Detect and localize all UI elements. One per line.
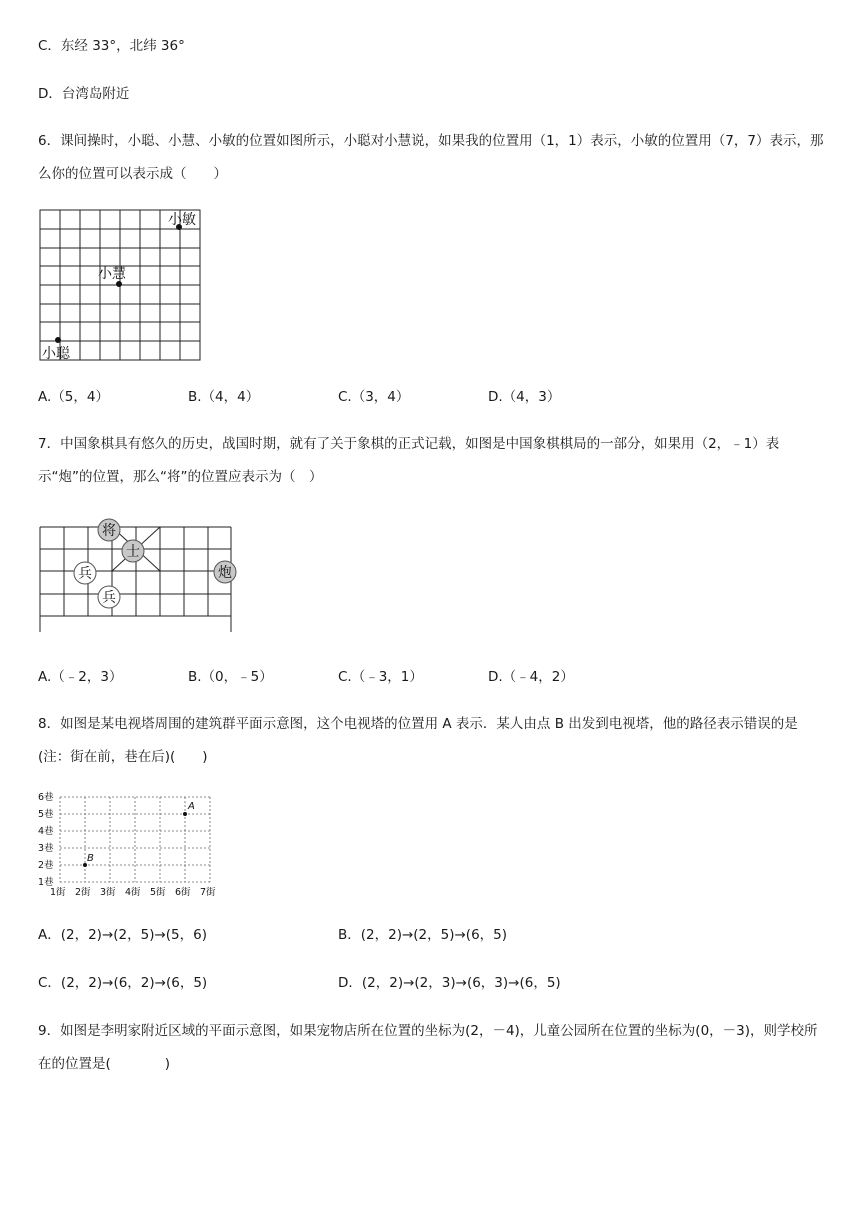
lane-label-3: 3巷 <box>38 843 54 854</box>
q8-option-c: C．(2，2)→(6，2)→(6，5) <box>38 975 208 991</box>
point-a-tv-tower <box>183 812 187 816</box>
lane-label-5: 5巷 <box>38 809 54 820</box>
piece-jiang <box>98 519 120 541</box>
label-point-a: A <box>188 801 195 812</box>
label-xiaocong: 小聪 <box>42 346 70 362</box>
q8-option-a: A．(2，2)→(2，5)→(5，6) <box>38 927 207 943</box>
q6-option-d: D.（4，3） <box>488 389 561 405</box>
q7-option-a: A.（﹣2，3） <box>38 669 123 685</box>
q6-grid-figure <box>38 208 204 364</box>
q6-option-c: C.（3，4） <box>338 389 410 405</box>
piece-bing-bottom <box>98 586 120 608</box>
street-label-2: 2街 <box>75 887 91 898</box>
option-c-prev: C．东经 33°，北纬 36° <box>38 38 185 54</box>
label-xiaohui: 小慧 <box>98 266 126 282</box>
lane-label-1: 1巷 <box>38 877 54 888</box>
street-label-4: 4街 <box>125 887 141 898</box>
lane-label-4: 4巷 <box>38 826 54 837</box>
question-8-stem: 8．如图是某电视塔周围的建筑群平面示意图，这个电视塔的位置用 A 表示．某人由点 B 出发到电视塔，他的路径表示错误的是(注：街在前，巷在后)( ) <box>38 716 798 765</box>
piece-bing-left <box>74 562 96 584</box>
question-9-stem: 9．如图是李明家附近区域的平面示意图，如果宠物店所在位置的坐标为(2，－4)，儿童公园所在位置的坐标为(0，－3)，则学校所在的位置是( ) <box>38 1023 818 1072</box>
lane-label-2: 2巷 <box>38 860 54 871</box>
q7-option-d: D.（﹣4，2） <box>488 669 574 685</box>
street-label-3: 3街 <box>100 887 116 898</box>
svg-text:炮: 炮 <box>218 565 232 581</box>
street-label-6: 6街 <box>175 887 191 898</box>
q6-option-b: B.（4，4） <box>188 389 260 405</box>
option-d-prev: D．台湾岛附近 <box>38 86 130 102</box>
street-label-7: 7街 <box>200 887 216 898</box>
street-label-1: 1街 <box>50 887 66 898</box>
q8-street-grid-figure <box>36 789 226 901</box>
q6-option-a: A.（5，4） <box>38 389 109 405</box>
label-point-b: B <box>87 853 94 864</box>
svg-text:兵: 兵 <box>78 566 92 582</box>
q7-chessboard-figure <box>38 516 238 634</box>
question-6-stem: 6．课间操时，小聪、小慧、小敏的位置如图所示，小聪对小慧说，如果我的位置用（1，1）表示，小敏的位置用（7，7）表示，那么你的位置可以表示成（ ） <box>38 133 824 182</box>
lane-label-6: 6巷 <box>38 792 54 803</box>
piece-shi <box>122 540 144 562</box>
q7-option-b: B.（0，﹣5） <box>188 669 273 685</box>
street-label-5: 5街 <box>150 887 166 898</box>
q7-option-c: C.（﹣3，1） <box>338 669 423 685</box>
point-xiaocong <box>55 337 61 343</box>
piece-pao <box>214 561 236 583</box>
label-xiaomin: 小敏 <box>168 212 196 228</box>
question-7-stem: 7．中国象棋具有悠久的历史，战国时期，就有了关于象棋的正式记载，如图是中国象棋棋局的一部分，如果用（2，﹣1）表示“炮”的位置，那么“将”的位置应表示为（ ） <box>38 436 780 485</box>
q8-option-b: B．(2，2)→(2，5)→(6，5) <box>338 927 508 943</box>
svg-text:士: 士 <box>126 544 140 560</box>
q8-option-d: D．(2，2)→(2，3)→(6，3)→(6，5) <box>338 975 561 991</box>
svg-text:将: 将 <box>102 523 116 539</box>
svg-text:兵: 兵 <box>102 590 116 606</box>
